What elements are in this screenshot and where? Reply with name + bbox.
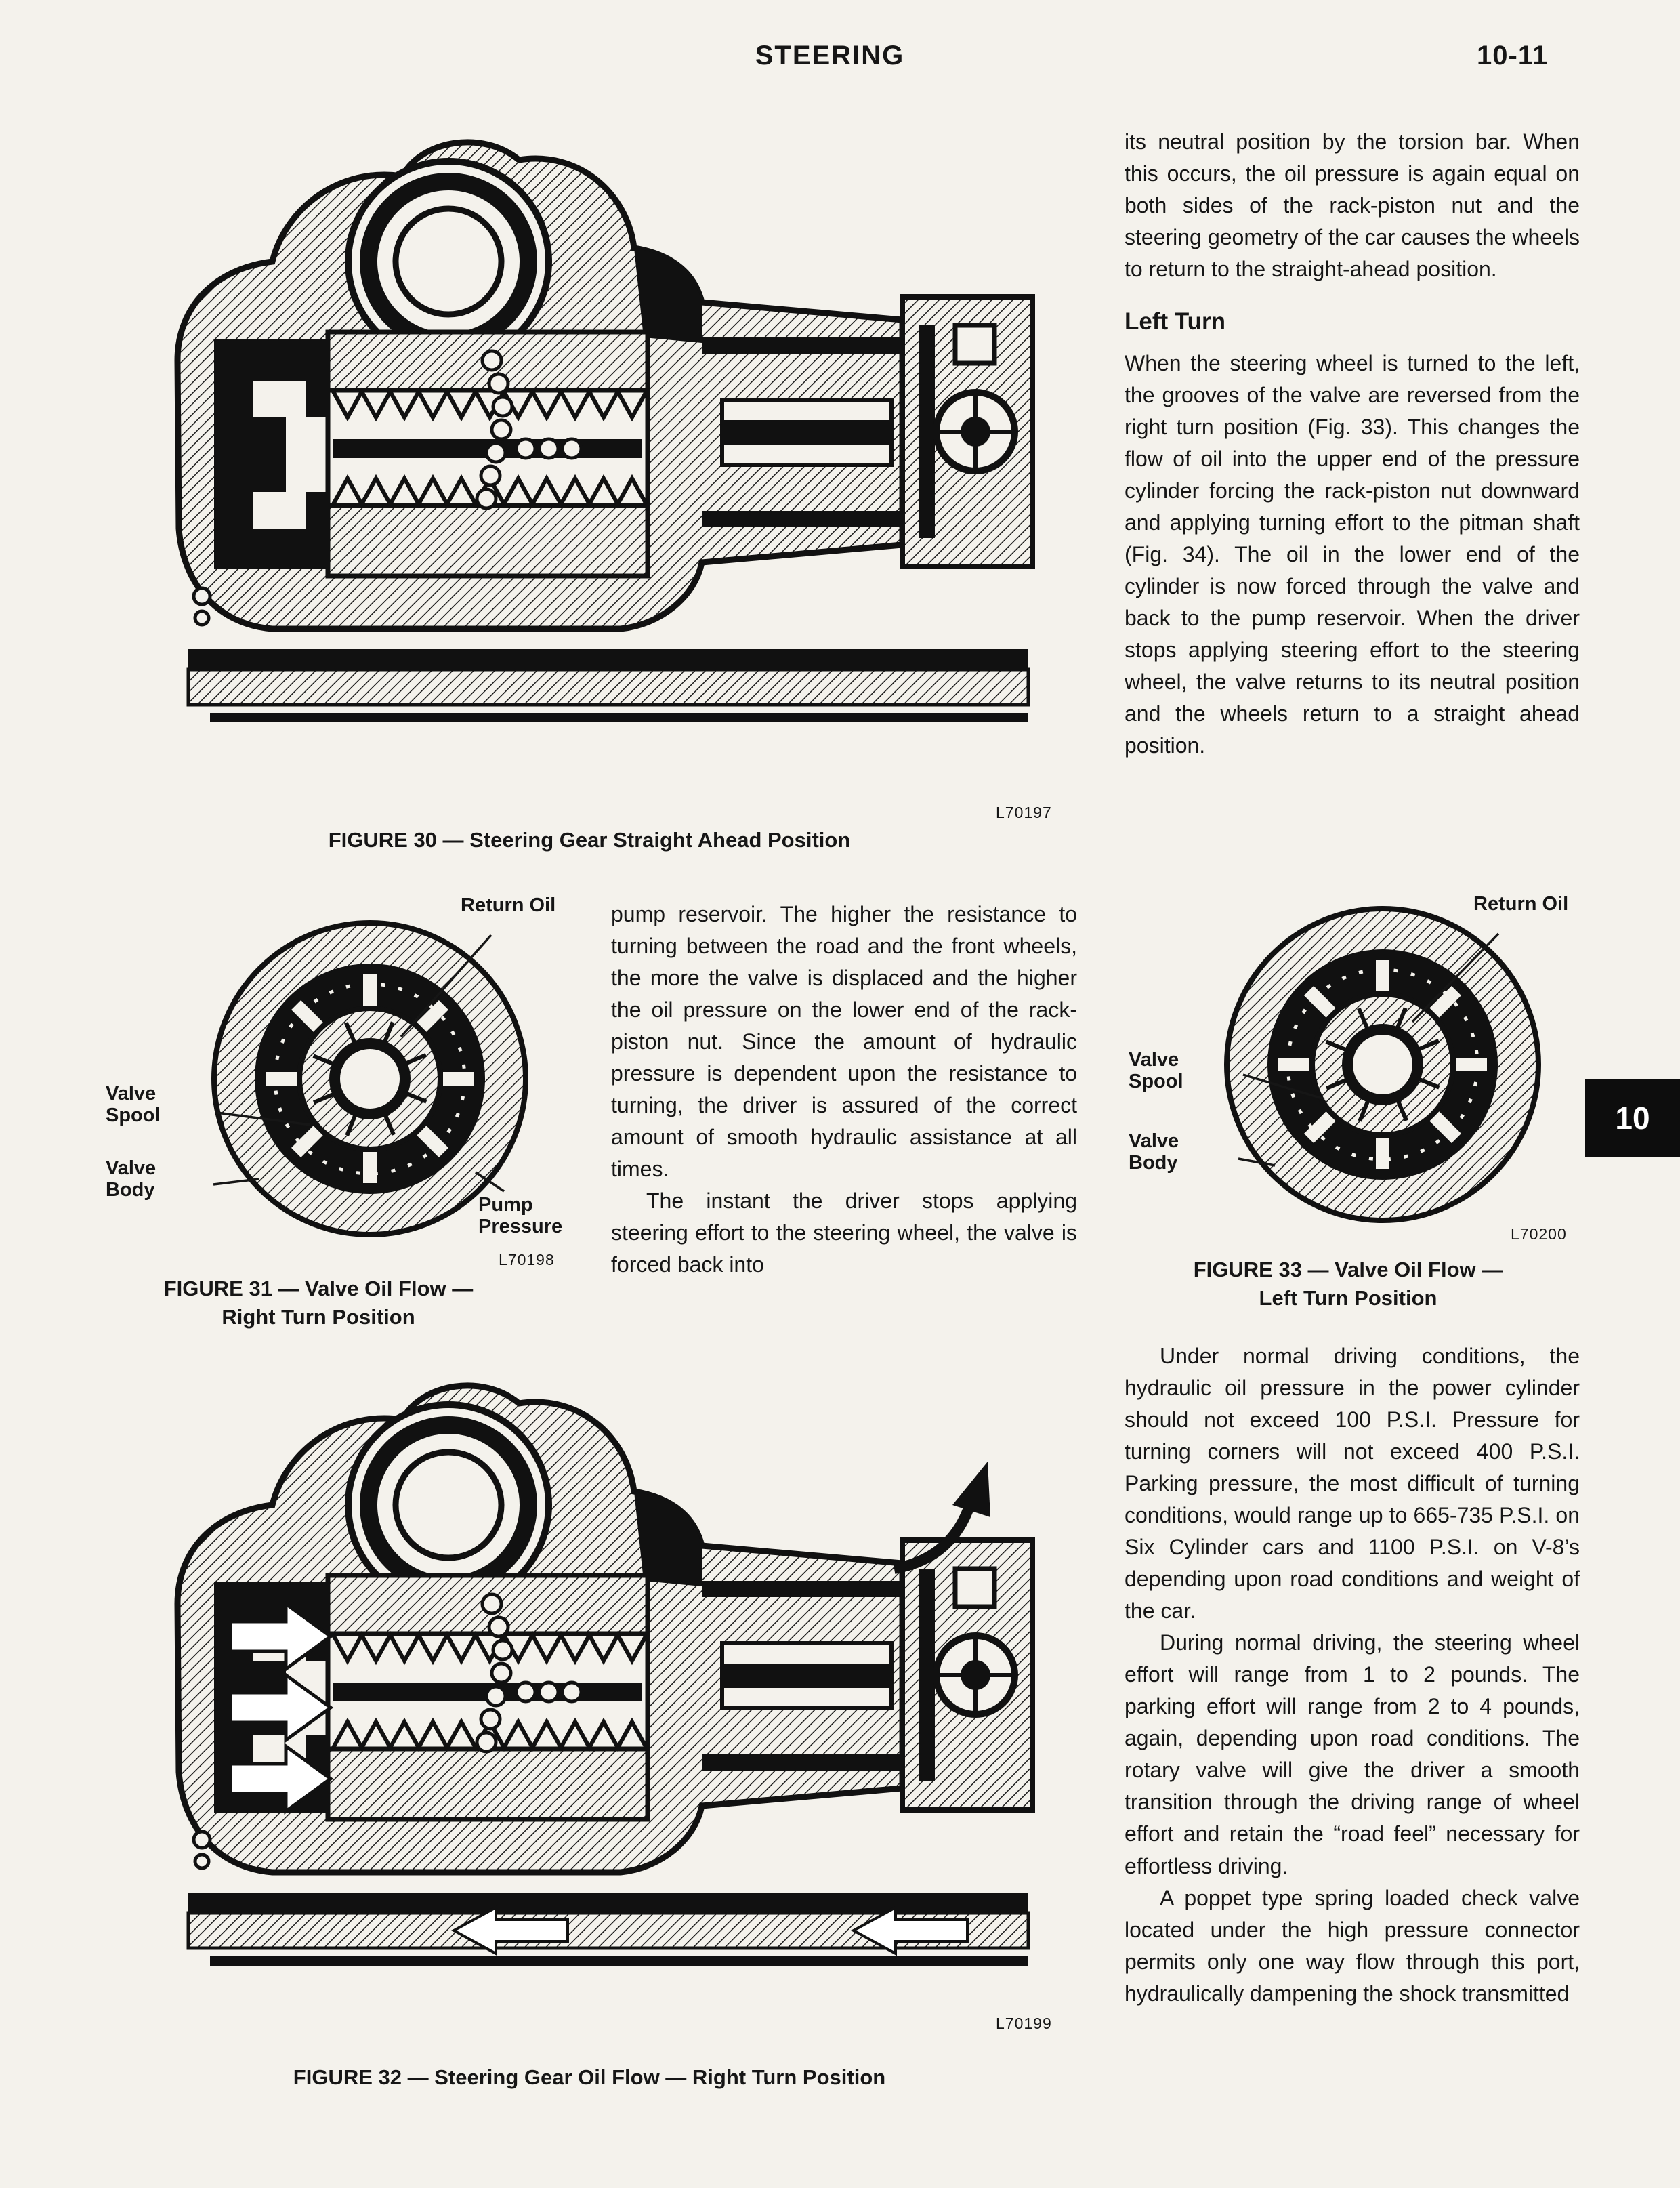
steering-gear-oil-flow-illustration — [115, 1365, 1064, 2043]
page-number: 10-11 — [1477, 41, 1549, 70]
label-valve-spool: Valve Spool — [1129, 1049, 1183, 1093]
paragraph: pump reservoir. The higher the resistance to turning between the road and the front wheels, the more the valve is displaced and the higher the oil pressure on the lower end of the rack-piston nut. Since the amount of hydraulic pressure is dependent upon the resistance to turning, the driver is assured of the correct amount of smooth hydraulic assistance at all times. — [611, 902, 1077, 1182]
figure-31-caption-line1: FIGURE 31 — Valve Oil Flow — — [163, 1277, 474, 1300]
subheading-left-turn: Left Turn — [1125, 308, 1226, 335]
column-middle — [611, 899, 1077, 1281]
column-right-bottom — [1125, 1340, 1580, 2010]
valve-cross-section-right-turn-illustration — [207, 916, 532, 1241]
photo-id-fig32: L70199 — [996, 2015, 1052, 2032]
figure-30 — [115, 122, 1064, 830]
page-header-title: STEERING — [755, 41, 905, 70]
figure-31 — [95, 874, 569, 1348]
section-tab — [1585, 1079, 1680, 1157]
section-tab-label: 10 — [1615, 1100, 1650, 1136]
paragraph: The instant the driver stops applying steering effort to the steering wheel, the valve is forced back into — [611, 1189, 1077, 1277]
column-right-top — [1125, 126, 1580, 762]
figure-33-caption-line1: FIGURE 33 — Valve Oil Flow — — [1193, 1258, 1503, 1281]
label-return-oil: Return Oil — [461, 894, 556, 916]
paragraph: its neutral position by the torsion bar. When this occurs, the oil pressure is again equal on both sides of the rack-piston nut and the steering geometry of the car causes the wheels to return to the straight-ahead position. — [1125, 129, 1580, 282]
figure-32 — [115, 1365, 1064, 2063]
label-return-oil: Return Oil — [1473, 893, 1569, 915]
label-valve-spool: Valve Spool — [106, 1083, 161, 1127]
paragraph: Under normal driving conditions, the hydraulic oil pressure in the power cylinder should not exceed 100 P.S.I. Pressure for turning corners will not exceed 400 P.S.I. Parking pressure, the most difficult of turning conditions, would range up to 665-735 P.S.I. on Six Cylinder cars and 1100 P.S.I. on V-8’s depending upon road conditions and weight of the car. — [1125, 1344, 1580, 1624]
figure-30-caption: FIGURE 30 — Steering Gear Straight Ahead Position — [328, 828, 851, 852]
figure-31-caption-line2: Right Turn Position — [222, 1305, 415, 1329]
figure-33 — [1104, 874, 1578, 1348]
photo-id-fig30: L70197 — [996, 804, 1052, 821]
paragraph: A poppet type spring loaded check valve located under the high pressure connector permits only one way flow through this port, hydraulically dampening the shock transmitted — [1125, 1885, 1580, 2006]
photo-id-fig33: L70200 — [1511, 1225, 1567, 1243]
label-pump-pressure: Pump Pressure — [478, 1194, 563, 1238]
label-valve-body: Valve Body — [1129, 1130, 1179, 1174]
figure-32-caption: FIGURE 32 — Steering Gear Oil Flow — Right Turn Position — [293, 2065, 886, 2089]
label-valve-body: Valve Body — [106, 1157, 156, 1201]
photo-id-fig31: L70198 — [499, 1251, 555, 1268]
paragraph: During normal driving, the steering wheel effort will range from 1 to 2 pounds. The parking effort will range from 2 to 4 pounds, again, depending upon road conditions. The rotary valve will give the driver a smooth transition through the driving range of wheel effort and retain the “road feel” necessary for effortless driving. — [1125, 1630, 1580, 1878]
valve-cross-section-left-turn-illustration — [1220, 902, 1545, 1227]
figure-33-caption-line2: Left Turn Position — [1259, 1286, 1437, 1310]
steering-gear-cross-section-illustration — [115, 122, 1064, 800]
paragraph: When the steering wheel is turned to the left, the grooves of the valve are reversed from the right turn position (Fig. 33). This changes the flow of oil into the upper end of the pressure cylinder forcing the rack-piston nut downward and applying turning effort to the pitman shaft (Fig. 34). The oil in the lower end of the cylinder is now forced through the valve and back to the pump reservoir. When the driver stops applying steering effort to the steering wheel, the valve returns to its neutral position and the wheels return to a straight ahead position. — [1125, 350, 1580, 758]
